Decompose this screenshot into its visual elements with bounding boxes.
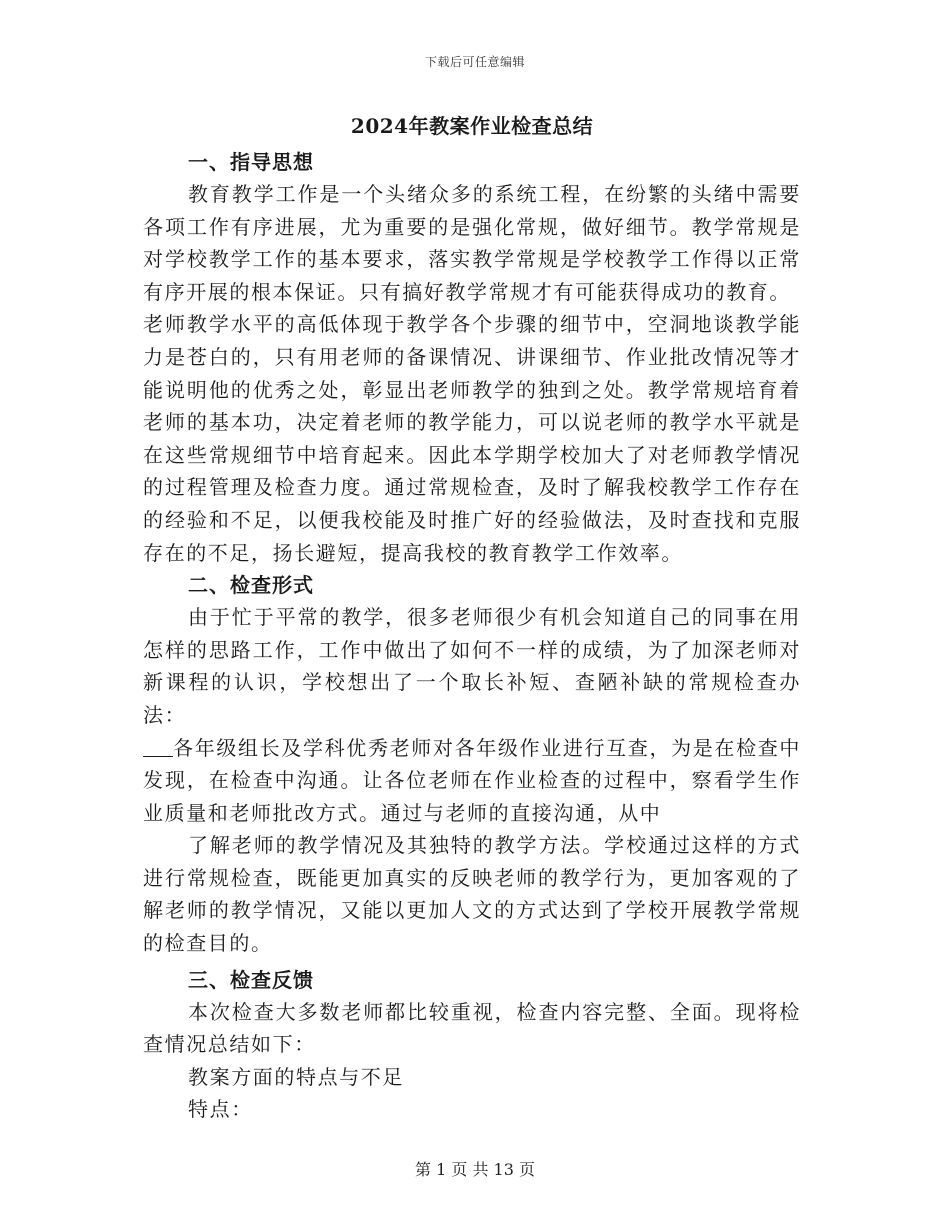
section-heading-inspection-form: 二、检查形式 (188, 573, 314, 598)
paragraph: 特点： (188, 1097, 253, 1122)
paragraph: 教育教学工作是一个头绪众多的系统工程，在纷繁的头绪中需要各项工作有序进展，尤为重要的是强化常规，做好细节。教学常规是对学校教学工作的基本要求，落实教学常规是学校教学工作得以正常有序开展的根本保证。只有搞好教学常规才有可能获得成功的教育。 (143, 182, 801, 304)
document-title: 2024年教案作业检查总结 (350, 114, 594, 138)
paragraph: 由于忙于平常的教学，很多老师很少有机会知道自己的同事在用怎样的思路工作，工作中做出了如何不一样的成绩，为了加深老师对新课程的认识，学校想出了一个取长补短、查陋补缺的常规检查办法： (143, 605, 801, 727)
section-heading-inspection-feedback: 三、检查反馈 (188, 967, 314, 992)
paragraph: 教案方面的特点与不足 (188, 1064, 404, 1089)
paragraph-text: 各年级组长及学科优秀老师对各年级作业进行互查，为是在检查中发现，在检查中沟通。让各位老师在作业检查的过程中，察看学生作业质量和老师批改方式。通过与老师的直接沟通，从中 (143, 735, 801, 825)
page-footer-page-number: 第 1 页 共 13 页 (415, 1160, 535, 1179)
paragraph: 了解老师的教学情况及其独特的教学方法。学校通过这样的方式进行常规检查，既能更加真实的反映老师的教学行为，更加客观的了解老师的教学情况，又能以更加人文的方式达到了学校开展教学常规的检查目的。 (143, 833, 801, 956)
paragraph: 本次检查大多数老师都比较重视，检查内容完整、全面。现将检查情况总结如下： (143, 999, 801, 1057)
page-header-note: 下载后可任意编辑 (424, 55, 525, 69)
paragraph-with-blank (143, 732, 801, 830)
document-body (143, 108, 801, 1126)
paragraph: 老师教学水平的高低体现于教学各个步骤的细节中，空洞地谈教学能力是苍白的，只有用老师的备课情况、讲课细节、作业批改情况等才能说明他的优秀之处，彰显出老师教学的独到之处。教学常规培育着老师的基本功，决定着老师的教学能力，可以说老师的教学水平就是在这些常规细节中培育起来。因此本学期学校加大了对老师教学情况的过程管理及检查力度。通过常规检查，及时了解我校教学工作存在的经验和不足，以便我校能及时推广好的经验做法，及时查找和克服存在的不足，扬长避短，提高我校的教育教学工作效率。 (143, 312, 801, 565)
fill-in-blank (143, 738, 173, 757)
section-heading-guiding-ideology: 一、指导思想 (188, 150, 314, 174)
